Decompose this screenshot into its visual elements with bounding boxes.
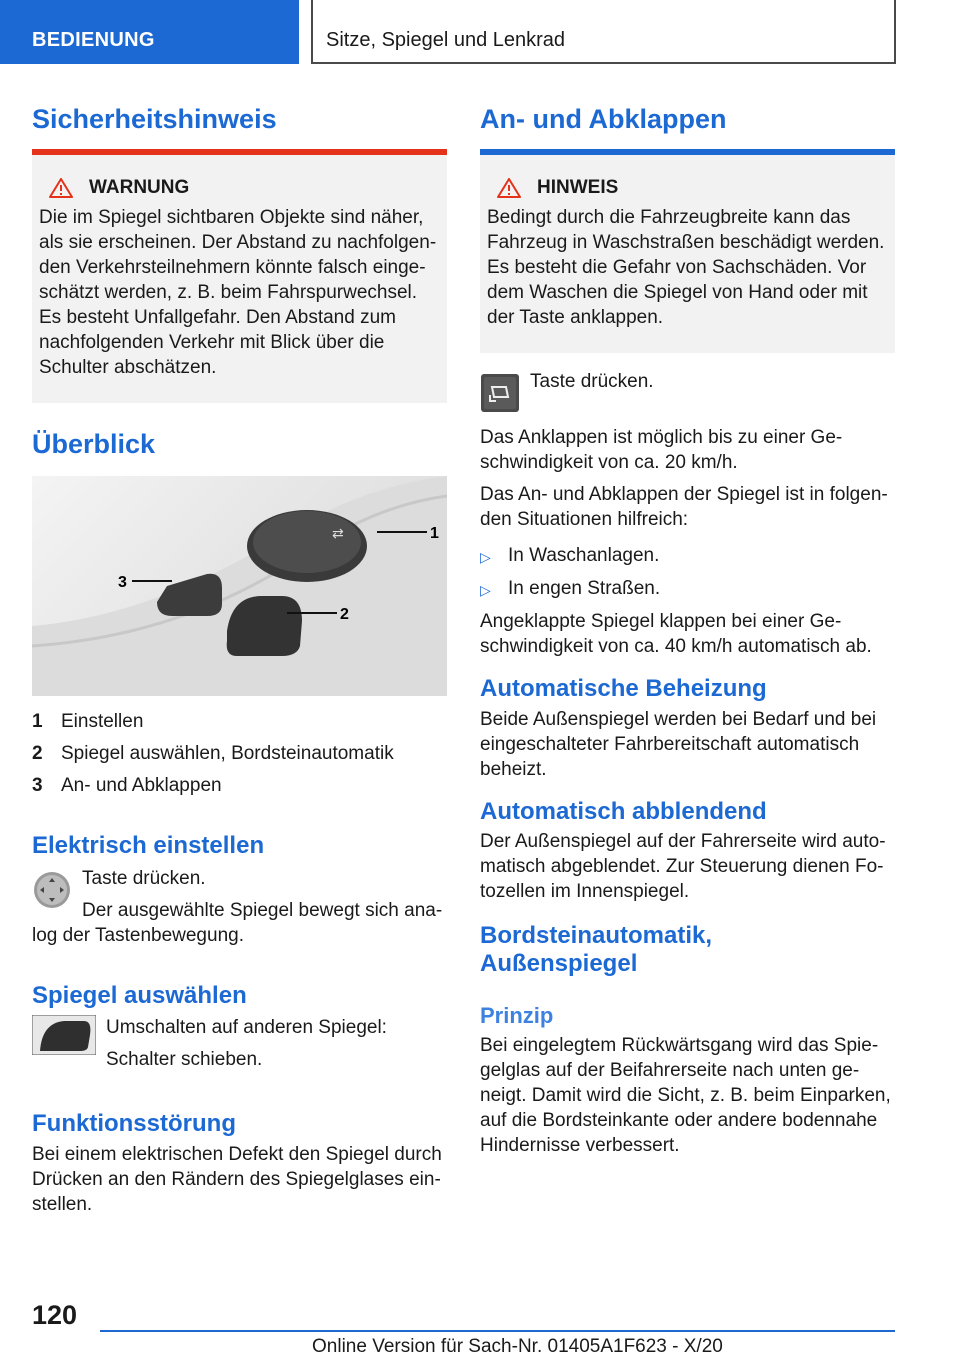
callout-2: 2 xyxy=(340,606,349,624)
notice-text: Bedingt durch die Fahrzeugbreite kann das Fahrzeug in Waschstraßen beschädigt werden. Es besteht die Gefahr von Sachschäden. Vor dem Waschen die Spiegel von Hand oder mit der Taste anklappen. xyxy=(487,207,885,329)
curb-heading-line2: Außenspiegel xyxy=(480,949,638,977)
notice-triangle-icon xyxy=(497,178,521,198)
right-column xyxy=(480,96,895,1158)
page-number: 120 xyxy=(32,1300,78,1330)
electric-step: Taste drücken. xyxy=(82,867,206,889)
bullet-item xyxy=(480,576,895,603)
section-tab: BEDIENUNG xyxy=(0,0,299,64)
callout-1: 1 xyxy=(430,525,439,543)
fold-heading: An- und Abklappen xyxy=(480,104,727,134)
footer-divider xyxy=(100,1330,895,1332)
legend-item xyxy=(32,738,447,770)
bullet-item xyxy=(480,543,895,570)
select-action: Schalter schieben. xyxy=(106,1049,263,1071)
principle-text: Bei eingelegtem Rückwärtsgang wird das Spiegelglas auf der Beifahrerseite nach unten geneigt. Damit wird die Sicht, z. B. beim Einparken, auf die Bordsteinkante oder andere bodennahe Hindernisse verbessert. xyxy=(480,1034,891,1156)
bullet-text: In Waschanlagen. xyxy=(508,545,660,567)
footer-version-text: Online Version für Sach-Nr. 01405A1F623 - X/20 xyxy=(312,1336,723,1357)
notice-header xyxy=(487,177,887,199)
left-column xyxy=(32,96,447,1217)
legend-text: Einstellen xyxy=(61,711,144,733)
bullet-text: In engen Straßen. xyxy=(508,578,661,600)
mirror-adjust-button-icon xyxy=(32,870,72,910)
callout-3: 3 xyxy=(118,574,127,592)
overview-heading: Überblick xyxy=(32,429,156,460)
select-block xyxy=(32,1015,447,1072)
malfunction-heading: Funktionsstörung xyxy=(32,1110,236,1138)
curb-heading-line1: Bordsteinautomatik, xyxy=(480,922,713,950)
fold-step: Taste drücken. xyxy=(530,371,654,393)
triangle-bullet-icon: ▷ xyxy=(480,582,491,599)
legend-number: 1 xyxy=(32,711,43,733)
mirror-controls-photo xyxy=(32,476,447,696)
mirror-controls-illustration xyxy=(32,476,447,696)
legend-number: 2 xyxy=(32,743,43,765)
fold-situations-text: Das An- und Abklappen der Spiegel ist in folgenden Situationen hilfreich: xyxy=(480,484,888,531)
svg-text:⇄: ⇄ xyxy=(332,526,344,543)
electric-heading: Elektrisch einstellen xyxy=(32,832,265,860)
dimming-heading: Automatisch abblendend xyxy=(480,797,767,825)
fold-speed-text: Das Anklappen ist möglich bis zu einer Geschwindigkeit von ca. 20 km/h. xyxy=(480,427,843,474)
select-heading: Spiegel auswählen xyxy=(32,981,247,1009)
warning-label: WARNUNG xyxy=(89,177,190,199)
electric-desc: Der ausgewählte Spiegel bewegt sich analog der Tastenbewegung. xyxy=(32,899,443,946)
electric-block xyxy=(32,866,447,948)
principle-heading: Prinzip xyxy=(480,1003,554,1029)
warning-text: Die im Spiegel sichtbaren Objekte sind näher, als sie erscheinen. Der Abstand zu nachfolgenden Verkehrsteilnehmern könnte falsch eingeschätzt werden, z. B. beim Fahrspurwechsel. Es besteht Unfallgefahr. Den Abstand zum nachfolgenden Verkehr mit Blick über die Schulter abschätzen. xyxy=(39,207,437,379)
notice-label: HINWEIS xyxy=(537,177,619,199)
fold-auto-text: Angeklappte Spiegel klappen bei einer Geschwindigkeit von ca. 40 km/h automatisch ab. xyxy=(480,611,872,658)
heating-text: Beide Außenspiegel werden bei Bedarf und bei eingeschalteter Fahrbereitschaft automatisch beheizt. xyxy=(480,708,877,780)
legend-item xyxy=(32,770,447,802)
legend-item xyxy=(32,706,447,738)
fold-button-block xyxy=(480,369,895,415)
triangle-bullet-icon: ▷ xyxy=(480,549,491,566)
warning-box xyxy=(32,149,447,403)
legend-list xyxy=(32,706,447,802)
legend-text: An- und Abklappen xyxy=(61,775,222,797)
curb-heading xyxy=(480,922,895,977)
select-step: Umschalten auf anderen Spiegel: xyxy=(106,1017,387,1039)
safety-heading: Sicherheitshinweis xyxy=(32,104,277,134)
mirror-select-switch-icon xyxy=(32,1015,96,1055)
chapter-title: Sitze, Spiegel und Lenkrad xyxy=(312,0,896,64)
dimming-text: Der Außenspiegel auf der Fahrerseite wird automatisch abgeblendet. Zur Steuerung dienen Fotozellen im Innenspiegel. xyxy=(480,831,886,903)
notice-box xyxy=(480,149,895,353)
heating-heading: Automatische Beheizung xyxy=(480,675,767,703)
malfunction-text: Bei einem elektrischen Defekt den Spiegel durch Drücken an den Rändern des Spiegelglases einstellen. xyxy=(32,1143,442,1215)
legend-number: 3 xyxy=(32,775,43,797)
mirror-fold-button-icon xyxy=(480,373,520,413)
warning-triangle-icon xyxy=(49,178,73,198)
warning-header xyxy=(39,177,439,199)
legend-text: Spiegel auswählen, Bordsteinautomatik xyxy=(61,743,394,765)
